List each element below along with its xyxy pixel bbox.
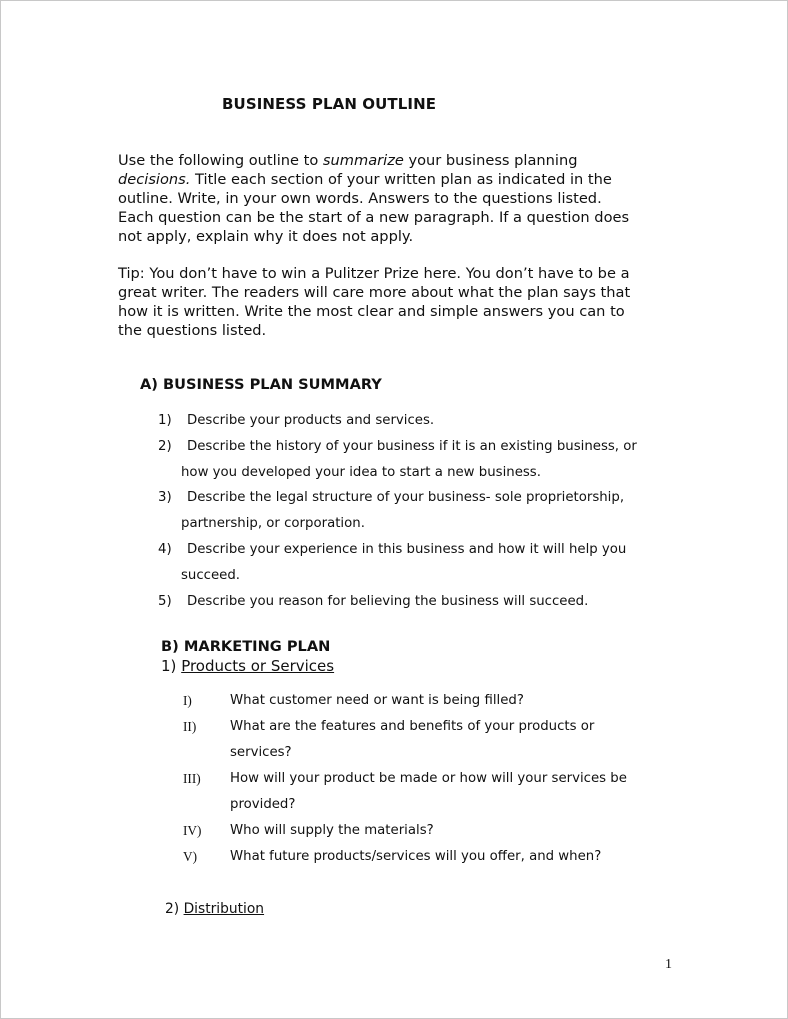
subsection-title: Distribution bbox=[183, 901, 265, 917]
list-item: Who will supply the materials? bbox=[230, 823, 434, 838]
list-item-continuation: succeed. bbox=[181, 568, 241, 583]
list-item-continuation: services? bbox=[230, 745, 292, 760]
list-number: 5) bbox=[158, 594, 172, 609]
document-title: BUSINESS PLAN OUTLINE bbox=[222, 95, 437, 113]
tip-line: great writer. The readers will care more about what the plan says that bbox=[118, 284, 631, 301]
list-item-continuation: provided? bbox=[230, 797, 296, 812]
subsection-number: 1) bbox=[161, 657, 177, 675]
tip-line: the questions listed. bbox=[118, 322, 267, 339]
list-item: What are the features and benefits of your products or bbox=[230, 719, 595, 734]
intro-line-1: Use the following outline to summarize your business planning bbox=[118, 152, 578, 169]
list-item-continuation: partnership, or corporation. bbox=[181, 516, 365, 531]
list-item: What future products/services will you offer, and when? bbox=[230, 849, 602, 864]
list-number: 4) bbox=[158, 542, 172, 557]
roman-numeral: I) bbox=[183, 693, 192, 708]
list-item: Describe the history of your business if it is an existing business, or bbox=[187, 439, 637, 454]
roman-numeral: II) bbox=[183, 719, 197, 734]
roman-numeral: V) bbox=[183, 849, 198, 864]
list-item: Describe your experience in this business and how it will help you bbox=[187, 542, 627, 557]
list-item-continuation: how you developed your idea to start a new business. bbox=[181, 465, 541, 480]
subsection-title: Products or Services bbox=[181, 657, 335, 675]
intro-paragraph bbox=[118, 151, 629, 246]
intro-line-5: not apply, explain why it does not apply. bbox=[118, 228, 414, 245]
subsection-products bbox=[161, 657, 334, 675]
section-a-heading: A) BUSINESS PLAN SUMMARY bbox=[140, 376, 382, 393]
section-b-heading: B) MARKETING PLAN bbox=[161, 638, 331, 655]
tip-line: Tip: You don’t have to win a Pulitzer Prize here. You don’t have to be a bbox=[118, 265, 630, 282]
page-number: 1 bbox=[665, 957, 672, 972]
tip-paragraph bbox=[118, 264, 630, 340]
list-item: Describe the legal structure of your business- sole proprietorship, bbox=[187, 490, 625, 505]
subsection-number: 2) bbox=[165, 901, 180, 917]
roman-numeral: IV) bbox=[183, 823, 202, 838]
list-item: Describe you reason for believing the business will succeed. bbox=[187, 594, 589, 609]
intro-line-3: outline. Write, in your own words. Answers to the questions listed. bbox=[118, 190, 602, 207]
tip-line: how it is written. Write the most clear and simple answers you can to bbox=[118, 303, 625, 320]
list-item: What customer need or want is being filled? bbox=[230, 693, 524, 708]
subsection-distribution bbox=[165, 901, 264, 917]
list-number: 3) bbox=[158, 490, 172, 505]
intro-line-4: Each question can be the start of a new paragraph. If a question does bbox=[118, 209, 630, 226]
list-number: 2) bbox=[158, 439, 172, 454]
list-number: 1) bbox=[158, 413, 172, 428]
roman-numeral: III) bbox=[183, 771, 201, 786]
list-item: How will your product be made or how will your services be bbox=[230, 771, 627, 786]
list-item: Describe your products and services. bbox=[187, 413, 435, 428]
intro-line-2: decisions. Title each section of your written plan as indicated in the bbox=[118, 171, 612, 188]
